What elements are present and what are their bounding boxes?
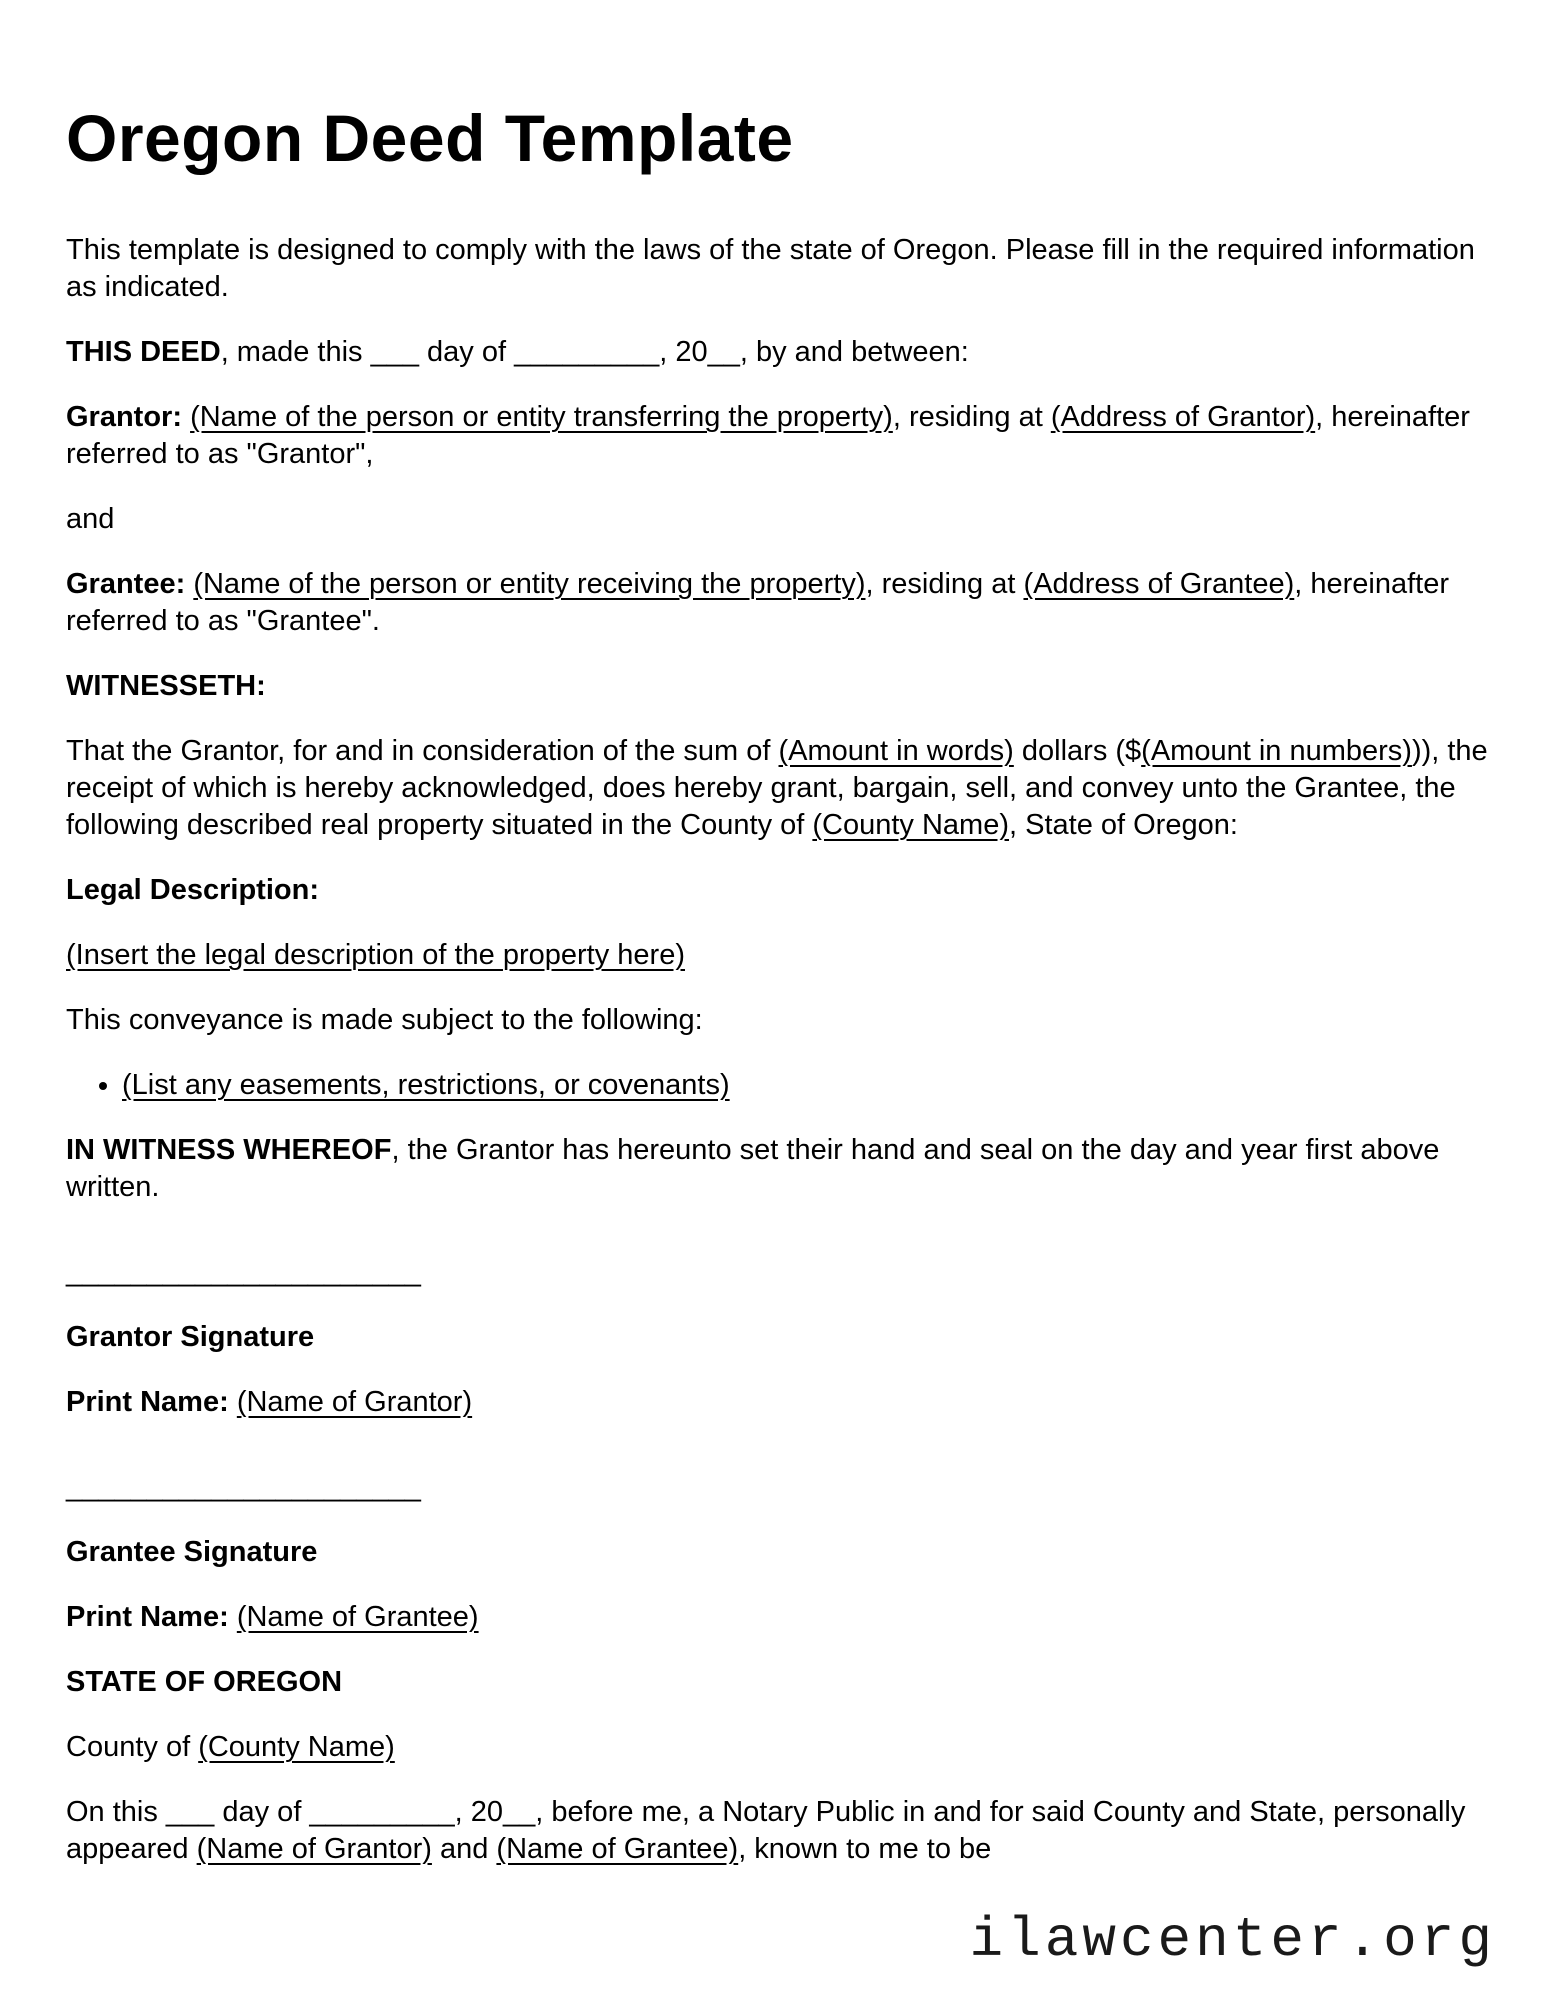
fill-in-placeholder: (Name of the person or entity receiving the property) bbox=[193, 568, 866, 600]
bold-run: Grantor: bbox=[66, 401, 182, 433]
text-run: , made this ___ day of _________, 20__, by and between: bbox=[220, 336, 969, 368]
fill-in-placeholder: (Name of Grantor) bbox=[196, 1833, 432, 1865]
grantee-signature-label bbox=[66, 1534, 1490, 1571]
fill-in-placeholder: (Name of Grantor) bbox=[236, 1386, 473, 1418]
fill-in-placeholder: (County Name) bbox=[812, 809, 1009, 841]
bold-run: Print Name: bbox=[66, 1601, 229, 1633]
notary-clause bbox=[66, 1794, 1490, 1868]
text-run: , known to me to be bbox=[738, 1833, 992, 1865]
bold-run: IN WITNESS WHEREOF bbox=[66, 1134, 392, 1166]
conveyance-subject-line bbox=[66, 1002, 1490, 1039]
deed-body bbox=[66, 232, 1490, 1868]
deed-opening-clause bbox=[66, 334, 1490, 371]
bold-run: Legal Description: bbox=[66, 874, 319, 906]
text-run: , the Grantor has hereunto set their hand and seal on the day and year first above written. bbox=[66, 1134, 1440, 1203]
in-witness-clause bbox=[66, 1132, 1490, 1206]
footer-brand-watermark: ilawcenter.org bbox=[969, 1908, 1496, 1972]
page-title: Oregon Deed Template bbox=[66, 101, 794, 175]
text-run: This template is designed to comply with the laws of the state of Oregon. Please fill in the required information as indicated. bbox=[66, 234, 1475, 303]
text-run: This conveyance is made subject to the following: bbox=[66, 1004, 703, 1036]
grantor-signature-label bbox=[66, 1319, 1490, 1356]
text-run: , hereinafter referred to as "Grantor", bbox=[66, 401, 1470, 470]
grantee-print-name-line bbox=[66, 1599, 1490, 1636]
intro-paragraph bbox=[66, 232, 1490, 306]
text-run: and bbox=[66, 503, 115, 535]
fill-in-placeholder: (Amount in words) bbox=[778, 735, 1014, 767]
text-run: ______________________ bbox=[66, 1256, 421, 1288]
county-line bbox=[66, 1729, 1490, 1766]
text-run: , hereinafter referred to as "Grantee". bbox=[66, 568, 1450, 637]
text-run: and bbox=[431, 1833, 497, 1865]
text-run: dollars ($ bbox=[1013, 735, 1142, 767]
grantor-clause bbox=[66, 399, 1490, 473]
grantee-clause bbox=[66, 566, 1490, 640]
easements-bullet-item bbox=[122, 1067, 1490, 1104]
fill-in-placeholder: (Address of Grantor) bbox=[1050, 401, 1316, 433]
bold-run: Grantee: bbox=[66, 568, 186, 600]
text-run: County of bbox=[66, 1731, 199, 1763]
text-run: , State of Oregon: bbox=[1009, 809, 1238, 841]
text-run bbox=[182, 401, 190, 433]
legal-description-placeholder bbox=[66, 937, 1490, 974]
consideration-clause bbox=[66, 733, 1490, 844]
fill-in-placeholder: (Insert the legal description of the property here) bbox=[66, 939, 685, 971]
bold-run: WITNESSETH: bbox=[66, 670, 266, 702]
grantee-signature-line bbox=[66, 1469, 1490, 1506]
bold-run: Grantee Signature bbox=[66, 1536, 318, 1568]
grantor-print-name-line bbox=[66, 1384, 1490, 1421]
text-run bbox=[229, 1386, 237, 1418]
witnesseth-heading bbox=[66, 668, 1490, 705]
fill-in-placeholder: (Address of Grantee) bbox=[1023, 568, 1295, 600]
fill-in-placeholder: (County Name) bbox=[198, 1731, 395, 1763]
bold-run: STATE OF OREGON bbox=[66, 1666, 343, 1698]
fill-in-placeholder: (Name of Grantee) bbox=[236, 1601, 479, 1633]
bold-run: Grantor Signature bbox=[66, 1321, 315, 1353]
bold-run: THIS DEED bbox=[66, 336, 221, 368]
and-connector bbox=[66, 501, 1490, 538]
fill-in-placeholder: (List any easements, restrictions, or covenants) bbox=[122, 1069, 730, 1101]
fill-in-placeholder: (Amount in numbers) bbox=[1141, 735, 1412, 767]
text-run: ______________________ bbox=[66, 1471, 421, 1503]
legal-description-heading bbox=[66, 872, 1490, 909]
bold-run: Print Name: bbox=[66, 1386, 229, 1418]
text-run: , residing at bbox=[892, 401, 1051, 433]
fill-in-placeholder: (Name of the person or entity transferring the property) bbox=[190, 401, 893, 433]
text-run: , residing at bbox=[865, 568, 1024, 600]
text-run: )), the receipt of which is hereby acknowledged, does hereby grant, bargain, sell, and convey unto the Grantee, the following described real property situated in the County of bbox=[66, 735, 1488, 841]
grantor-signature-line bbox=[66, 1254, 1490, 1291]
state-heading bbox=[66, 1664, 1490, 1701]
text-run bbox=[229, 1601, 237, 1633]
easements-bullet-item-list bbox=[66, 1067, 1490, 1104]
text-run: On this ___ day of _________, 20__, before me, a Notary Public in and for said County and State, personally appeared bbox=[66, 1796, 1466, 1865]
fill-in-placeholder: (Name of Grantee) bbox=[496, 1833, 739, 1865]
text-run: That the Grantor, for and in consideration of the sum of bbox=[66, 735, 779, 767]
